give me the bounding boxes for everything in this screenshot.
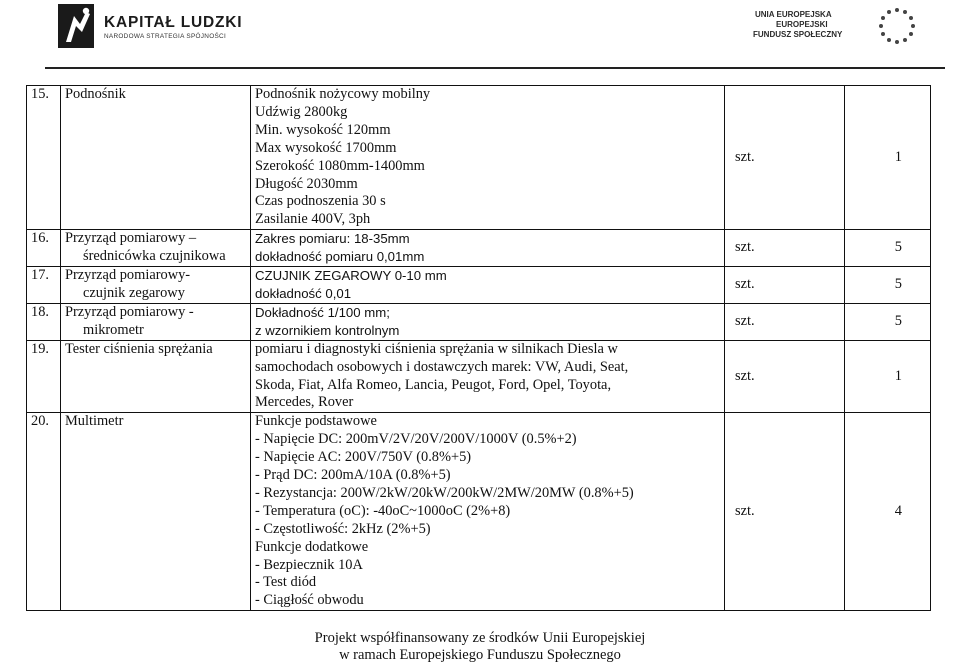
spec-line: dokładność pomiaru 0,01mm	[255, 249, 425, 265]
spec-line: Mercedes, Rover	[255, 394, 354, 411]
table-row	[27, 340, 931, 413]
row-number: 15.	[27, 86, 61, 230]
table-row	[27, 303, 931, 340]
item-name-line: mikrometr	[83, 321, 144, 338]
item-quantity: 4	[845, 413, 931, 611]
item-name-line: czujnik zegarowy	[83, 284, 185, 301]
spec-line: - Bezpiecznik 10A	[255, 556, 363, 573]
item-quantity: 5	[845, 303, 931, 340]
spec-line: Zasilanie 400V, 3ph	[255, 211, 371, 228]
spec-line: - Rezystancja: 200W/2kW/20kW/200kW/2MW/20MW (0.8%+5)	[255, 484, 634, 501]
item-name	[61, 340, 251, 413]
item-specification	[251, 413, 725, 611]
item-unit: szt.	[725, 340, 845, 413]
spec-line: - Napięcie DC: 200mV/2V/20V/200V/1000V (0.5%+2)	[255, 431, 577, 448]
item-name	[61, 86, 251, 230]
eu-logo-line2: EUROPEJSKI	[776, 20, 828, 29]
spec-line: - Napięcie AC: 200V/750V (0.8%+5)	[255, 449, 472, 466]
item-quantity: 1	[845, 340, 931, 413]
item-name-line: Przyrząd pomiarowy –	[65, 230, 197, 247]
item-name-line: Tester ciśnienia sprężania	[65, 340, 213, 357]
footer-line2: w ramach Europejskiego Funduszu Społecznego	[339, 647, 621, 663]
spec-line: - Test diód	[255, 574, 317, 591]
item-specification	[251, 303, 725, 340]
item-specification	[251, 340, 725, 413]
spec-line: z wzornikiem kontrolnym	[255, 322, 400, 338]
row-number: 18.	[27, 303, 61, 340]
spec-line: - Częstotliwość: 2kHz (2%+5)	[255, 520, 431, 537]
table-row	[27, 230, 931, 267]
spec-line: Funkcje podstawowe	[255, 413, 377, 430]
item-name	[61, 267, 251, 304]
row-number: 16.	[27, 230, 61, 267]
eu-logo-line3: FUNDUSZ SPOŁECZNY	[753, 30, 843, 39]
item-name-line: Przyrząd pomiarowy-	[65, 267, 191, 284]
item-unit: szt.	[725, 303, 845, 340]
eu-stars-icon	[877, 6, 917, 46]
item-unit: szt.	[725, 230, 845, 267]
table-row	[27, 267, 931, 304]
kapital-ludzki-title: KAPITAŁ LUDZKI	[104, 14, 243, 31]
spec-line: Udźwig 2800kg	[255, 103, 348, 120]
table-row	[27, 413, 931, 611]
spec-line: Szerokość 1080mm-1400mm	[255, 157, 425, 174]
item-name-line: średnicówka czujnikowa	[83, 248, 226, 265]
item-specification	[251, 230, 725, 267]
equipment-table	[26, 85, 931, 611]
footer-line1: Projekt współfinansowany ze środków Unii Europejskiej	[314, 630, 646, 646]
header-divider	[45, 67, 945, 69]
spec-line: CZUJNIK ZEGAROWY 0-10 mm	[255, 268, 447, 284]
item-name	[61, 230, 251, 267]
eu-logo-line1: UNIA EUROPEJSKA	[755, 10, 832, 19]
item-name	[61, 303, 251, 340]
row-number: 17.	[27, 267, 61, 304]
page-footer	[0, 630, 960, 664]
spec-line: - Prąd DC: 200mA/10A (0.8%+5)	[255, 467, 451, 484]
item-quantity: 5	[845, 230, 931, 267]
kapital-ludzki-subtitle: NARODOWA STRATEGIA SPÓJNOŚCI	[104, 33, 227, 40]
spec-line: Max wysokość 1700mm	[255, 139, 397, 156]
item-unit: szt.	[725, 86, 845, 230]
item-quantity: 5	[845, 267, 931, 304]
spec-line: samochodach osobowych i dostawczych marek: VW, Audi, Seat,	[255, 358, 629, 375]
spec-line: Długość 2030mm	[255, 175, 358, 192]
eu-logo-text	[750, 6, 860, 46]
item-name	[61, 413, 251, 611]
item-name-line: Przyrząd pomiarowy -	[65, 303, 194, 320]
spec-line: Zakres pomiaru: 18-35mm	[255, 231, 410, 247]
spec-line: Skoda, Fiat, Alfa Romeo, Lancia, Peugot, Ford, Opel, Toyota,	[255, 376, 612, 393]
item-unit: szt.	[725, 267, 845, 304]
spec-line: Czas podnoszenia 30 s	[255, 193, 386, 210]
kapital-ludzki-logo-icon	[56, 2, 98, 50]
spec-line: pomiaru i diagnostyki ciśnienia sprężania w silnikach Diesla w	[255, 340, 618, 357]
spec-line: Podnośnik nożycowy mobilny	[255, 86, 431, 102]
item-quantity: 1	[845, 86, 931, 230]
table-row	[27, 86, 931, 230]
item-unit: szt.	[725, 413, 845, 611]
spec-line: - Ciągłość obwodu	[255, 592, 364, 609]
item-name-line: Podnośnik	[65, 86, 126, 102]
spec-line: dokładność 0,01	[255, 285, 352, 301]
row-number: 20.	[27, 413, 61, 611]
page-header	[0, 0, 960, 70]
item-specification	[251, 86, 725, 230]
item-name-line: Multimetr	[65, 413, 124, 430]
spec-line: Dokładność 1/100 mm;	[255, 304, 390, 320]
kapital-ludzki-logo	[56, 2, 281, 50]
item-specification	[251, 267, 725, 304]
spec-line: Funkcje dodatkowe	[255, 538, 369, 555]
spec-line: Min. wysokość 120mm	[255, 121, 391, 138]
spec-line: - Temperatura (oC): -40oC~1000oC (2%+8)	[255, 502, 511, 519]
row-number: 19.	[27, 340, 61, 413]
